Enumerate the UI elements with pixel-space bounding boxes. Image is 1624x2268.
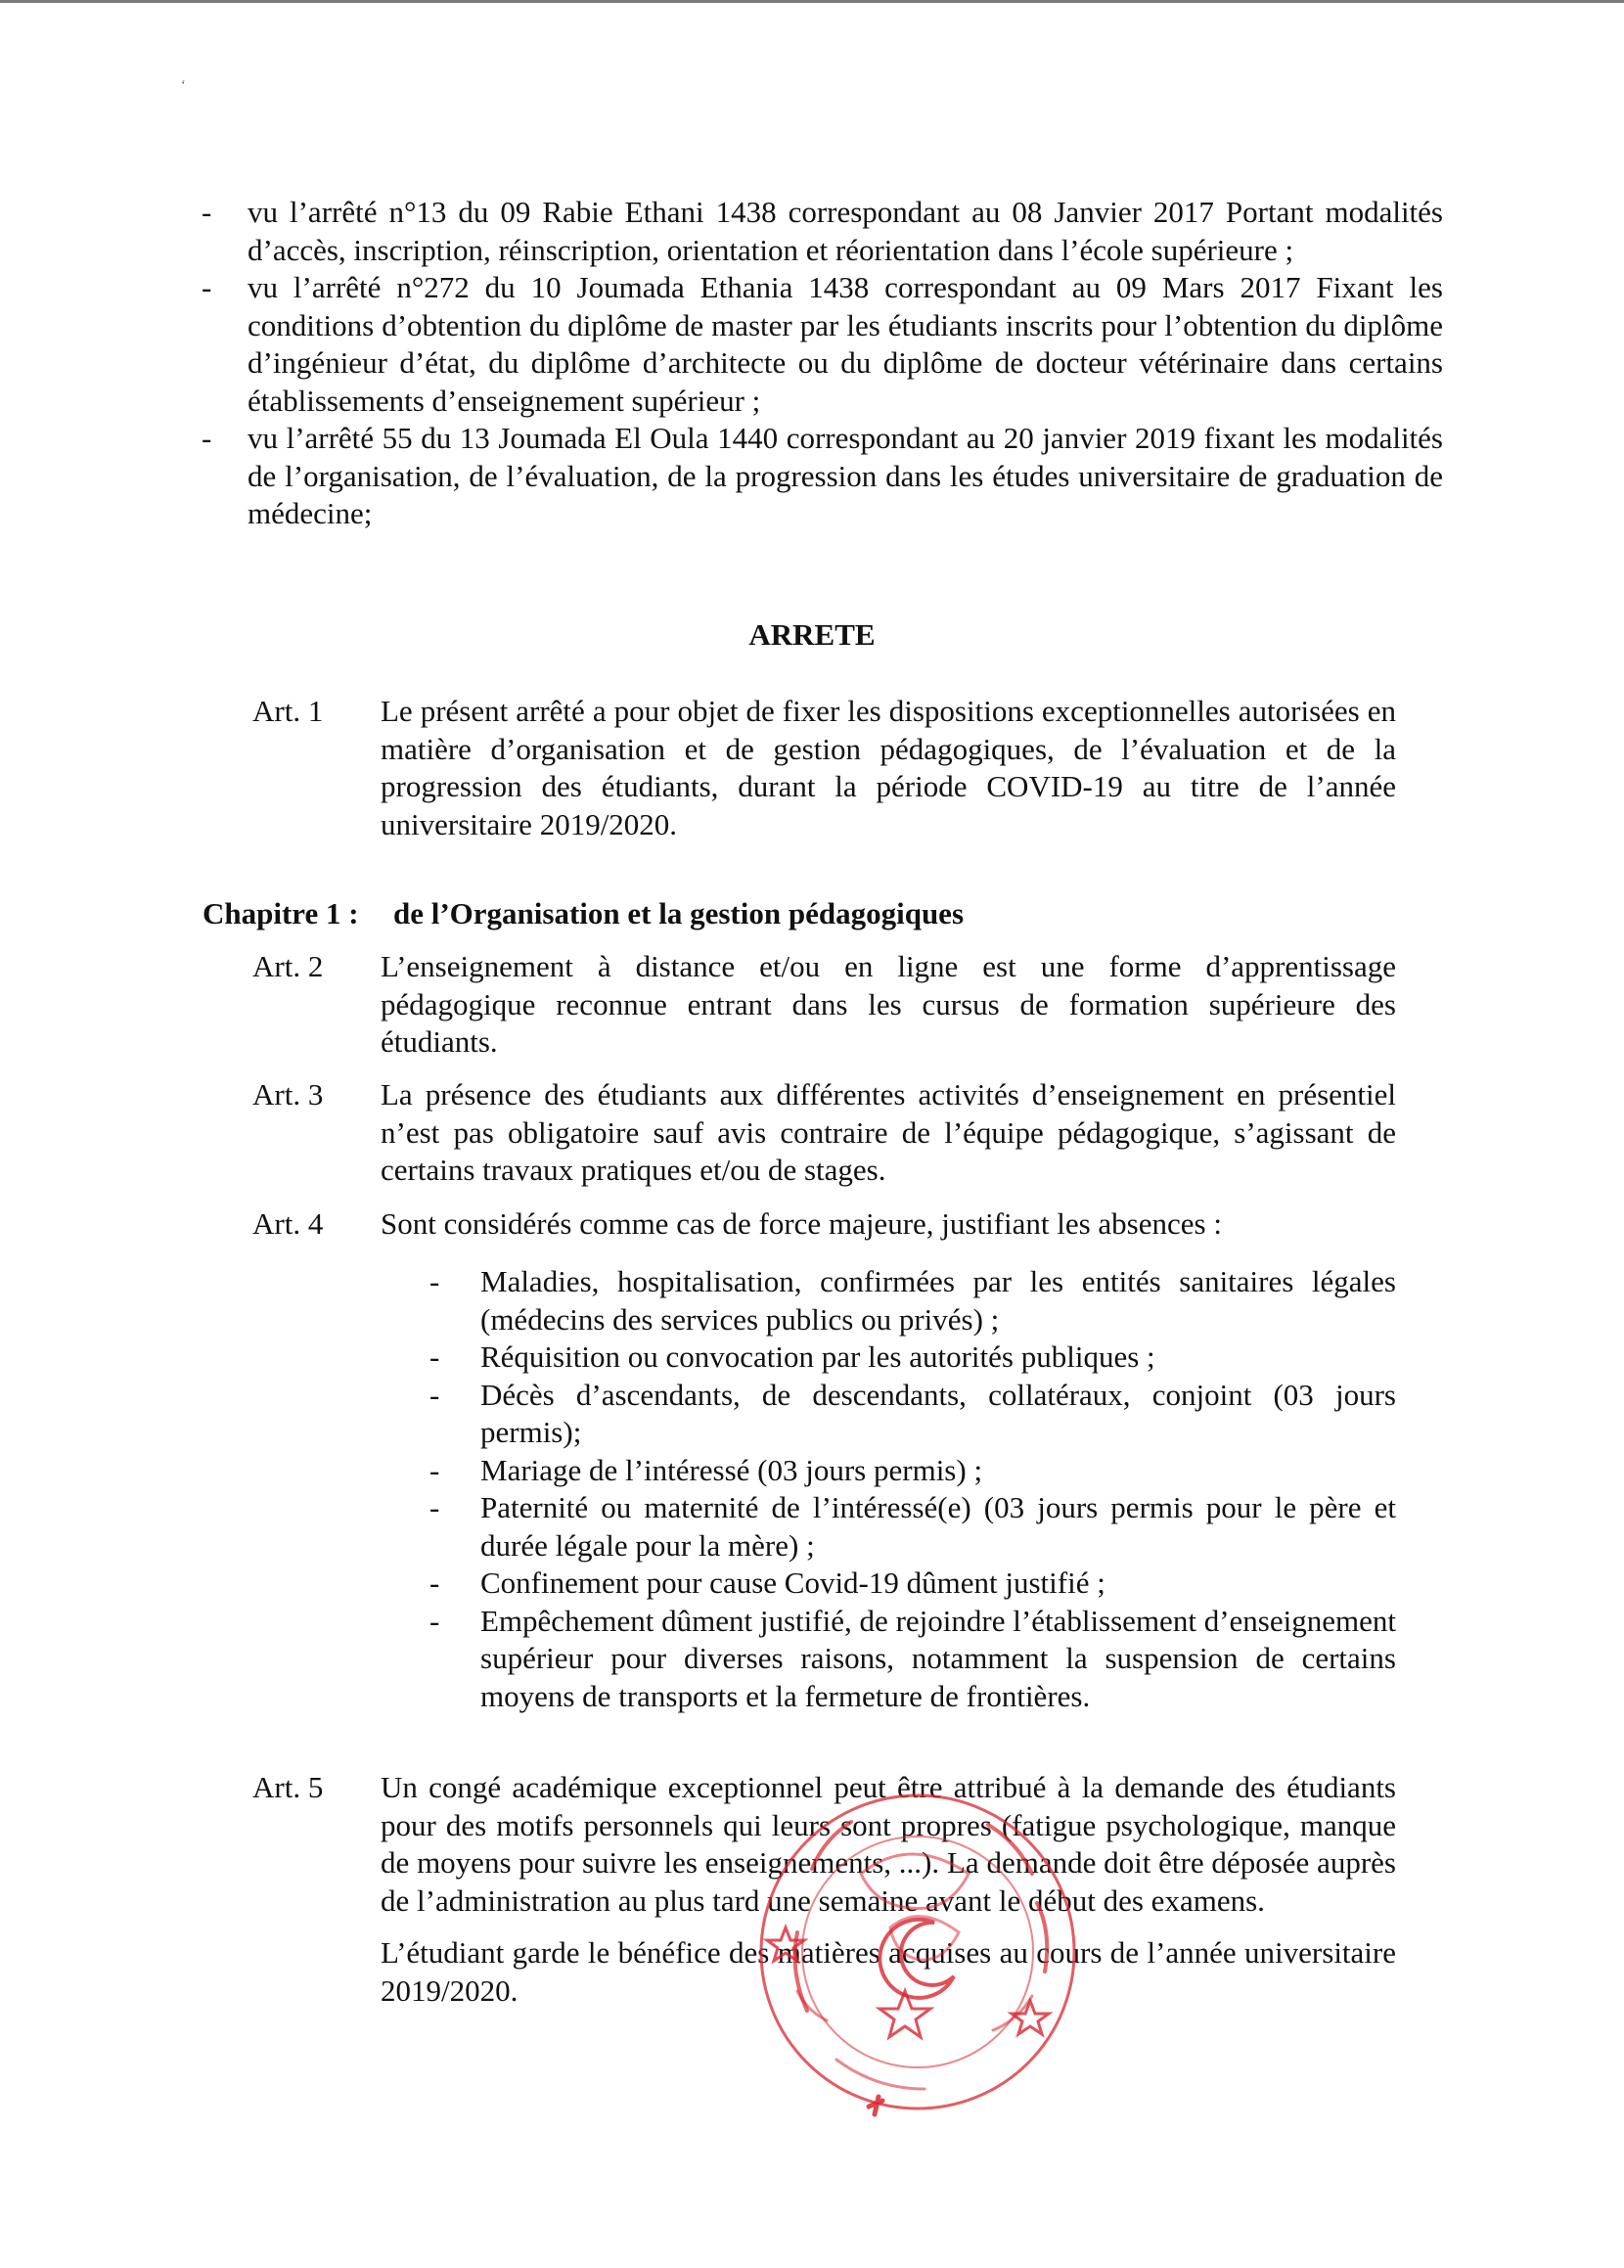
consideration-item: - vu l’arrêté 55 du 13 Joumada El Oula 1440 correspondant au 20 janvier 2019 fixant les modalités de l’organisation, de l’évaluation, de la progression dans les études universitaire de graduation de médecine; <box>248 420 1443 533</box>
article-text: La présence des étudiants aux différentes activités d’enseignement en présentiel n’est pas obligatoire sauf avis contraire de l’équipe pédagogique, s’agissant de certains travaux pratiques et/ou de stages. <box>381 1077 1396 1187</box>
article-number: Art. 4 <box>252 1206 324 1241</box>
article-paragraph: Un congé académique exceptionnel peut être attribué à la demande des étudiants pour des motifs personnels qui leurs sont propres (fatigue psychologique, manque de moyens pour suivre les enseignements, ...). La demande doit être déposée auprès de l’administration au plus tard une semaine avant le début des examens. <box>381 1770 1396 1918</box>
decree-title: ARRETE <box>748 617 876 652</box>
cause-item: - Maladies, hospitalisation, confirmées par les entités sanitaires légales (médecins des services publics ou privés) ; <box>480 1263 1396 1338</box>
seal-icon <box>761 1795 1074 2114</box>
cause-item: - Réquisition ou convocation par les autorités publiques ; <box>480 1338 1396 1377</box>
article-paragraph: L’étudiant garde le bénéfice des matières acquises au cours de l’année universitaire 2019/2020. <box>381 1935 1396 2008</box>
article-text: Le présent arrêté a pour objet de fixer les dispositions exceptionnelles autorisées en matière d’organisation et de gestion pédagogiques, de l’évaluation et de la progression des étudiants, durant la période COVID-19 au titre de l’année universitaire 2019/2020. <box>381 694 1396 841</box>
cause-item: - Empêchement dûment justifié, de rejoindre l’établissement d’enseignement supérieur pour diverses raisons, notamment la suspension de certains moyens de transports et la fermeture de frontières. <box>480 1603 1396 1716</box>
article-number: Art. 2 <box>252 949 324 983</box>
cause-item: - Paternité ou maternité de l’intéressé(e) (03 jours permis pour le père et durée légale pour la mère) ; <box>480 1489 1396 1565</box>
article-number: Art. 5 <box>252 1770 324 1804</box>
article-number: Art. 1 <box>252 694 324 728</box>
considerations-list <box>248 194 1443 533</box>
article-text: L’enseignement à distance et/ou en ligne est une forme d’apprentissage pédagogique reconnue entrant dans les cursus de formation supérieure des étudiants. <box>381 949 1396 1059</box>
cause-item: - Décès d’ascendants, de descendants, collatéraux, conjoint (03 jours permis); <box>480 1377 1396 1452</box>
chapter-title: de l’Organisation et la gestion pédagogiques <box>393 896 965 930</box>
scan-speck: ‘ <box>181 78 186 93</box>
consideration-item: - vu l’arrêté n°272 du 10 Joumada Ethania 1438 correspondant au 09 Mars 2017 Fixant les conditions d’obtention du diplôme de master par les étudiants inscrits pour l’obtention du diplôme d’ingénieur d’état, du diplôme d’architecte ou du diplôme de docteur vétérinaire dans certains établissements d’enseignement supérieur ; <box>248 269 1443 420</box>
cause-item: - Confinement pour cause Covid-19 dûment justifié ; <box>480 1565 1396 1603</box>
article-text: Sont considérés comme cas de force majeure, justifiant les absences : <box>381 1206 1222 1241</box>
cause-item: - Mariage de l’intéressé (03 jours permis) ; <box>480 1452 1396 1490</box>
seal-inner-ring <box>802 1837 1033 2067</box>
official-seal <box>744 1766 1086 2157</box>
article-number: Art. 3 <box>252 1077 324 1111</box>
consideration-item: - vu l’arrêté n°13 du 09 Rabie Ethani 1438 correspondant au 08 Janvier 2017 Portant modalités d’accès, inscription, réinscription, orientation et réorientation dans l’école supérieure ; <box>248 194 1443 269</box>
seal-mark <box>869 2097 882 2114</box>
seal-outer-ring <box>761 1795 1074 2109</box>
chapter-label: Chapitre 1 : <box>203 896 359 930</box>
scan-top-edge <box>0 0 1624 3</box>
force-majeure-list <box>480 1263 1396 1715</box>
